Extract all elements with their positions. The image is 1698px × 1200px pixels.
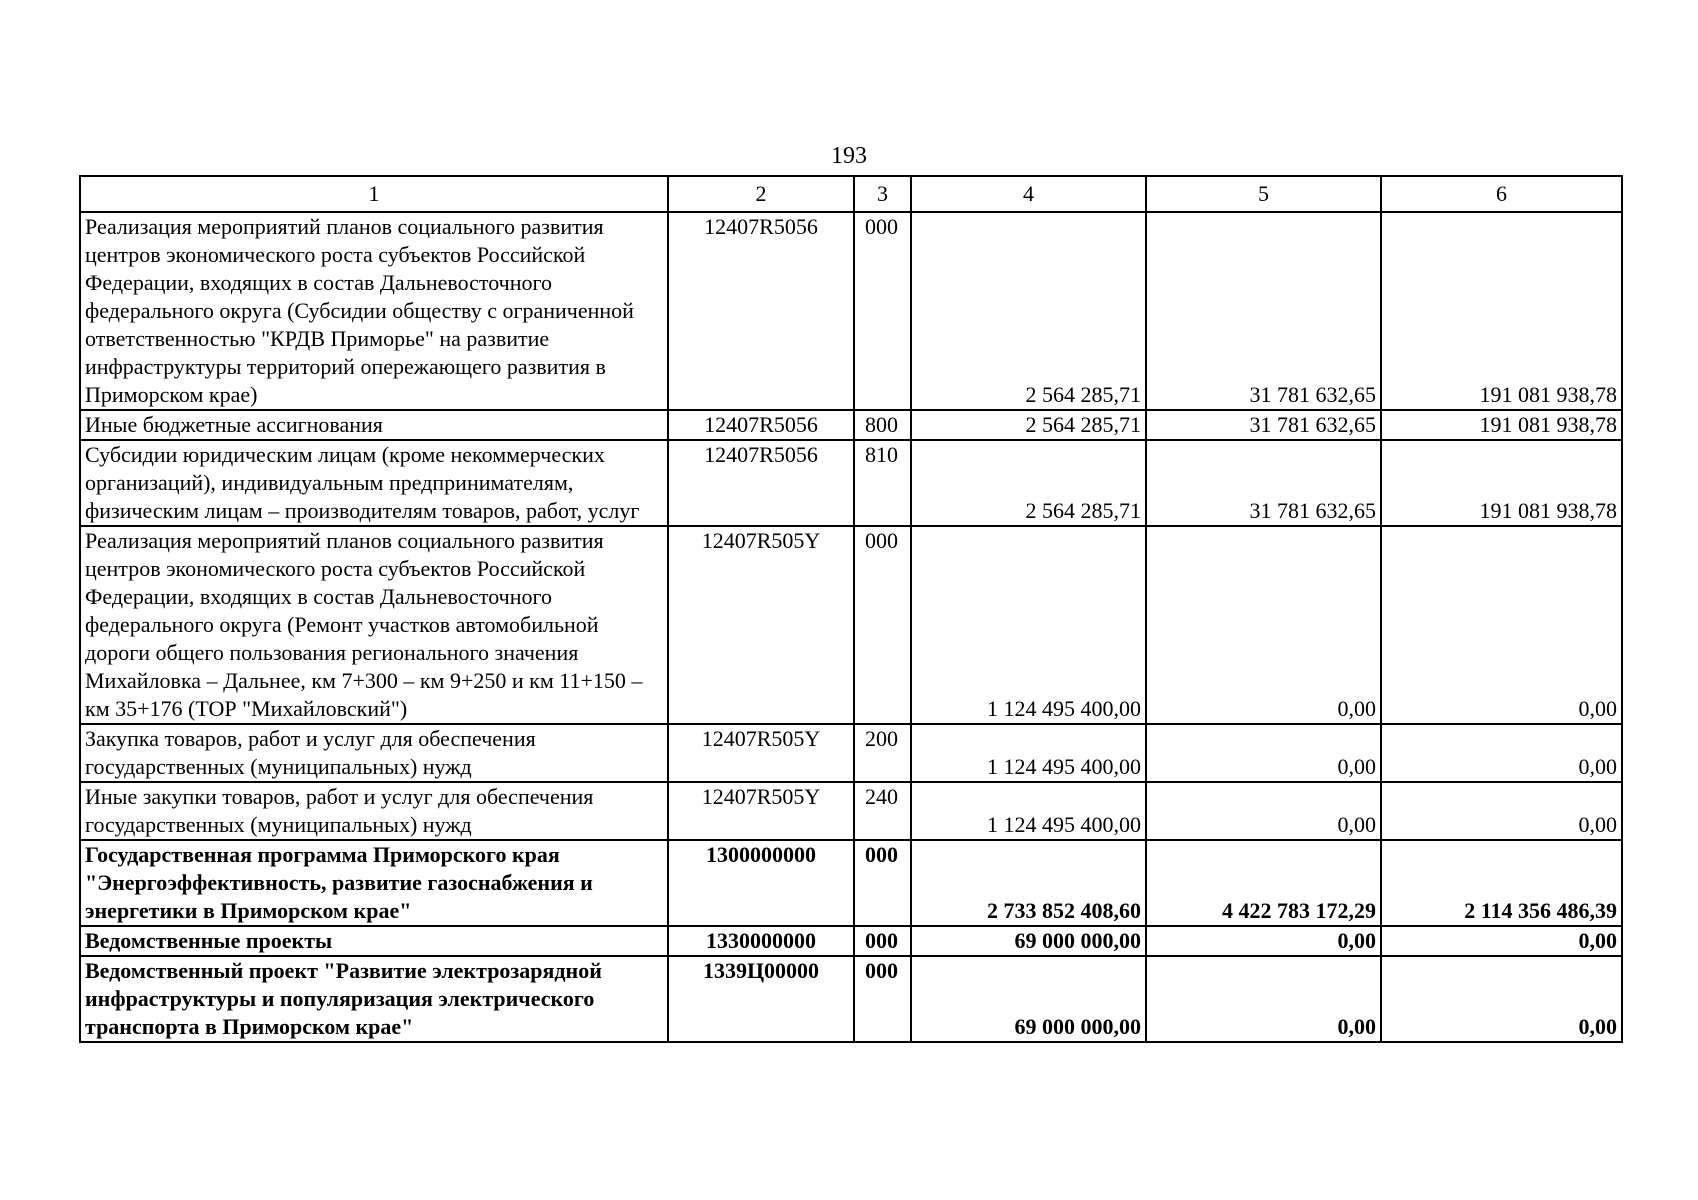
column-header-vr: 3: [854, 176, 911, 212]
row-code-cell: 12407R5056: [668, 410, 854, 440]
table-row: [80, 440, 1622, 526]
row-amount-5-cell: 31 781 632,65: [1146, 440, 1381, 526]
row-amount-4-cell: 1 124 495 400,00: [911, 526, 1146, 724]
table-row: [80, 212, 1622, 410]
row-name-cell: Ведомственные проекты: [80, 926, 668, 956]
row-amount-4-cell: 1 124 495 400,00: [911, 782, 1146, 840]
column-header-code: 2: [668, 176, 854, 212]
table-row: [80, 410, 1622, 440]
row-amount-5-cell: 0,00: [1146, 926, 1381, 956]
table-row: [80, 782, 1622, 840]
row-vr-cell: 000: [854, 956, 911, 1042]
row-amount-6-cell: 191 081 938,78: [1381, 440, 1622, 526]
row-vr-cell: 810: [854, 440, 911, 526]
table-row: [80, 526, 1622, 724]
row-amount-5-cell: 0,00: [1146, 724, 1381, 782]
row-amount-6-cell: 0,00: [1381, 926, 1622, 956]
row-amount-4-cell: 69 000 000,00: [911, 926, 1146, 956]
row-vr-cell: 800: [854, 410, 911, 440]
column-header-amount-4: 4: [911, 176, 1146, 212]
row-amount-4-cell: 69 000 000,00: [911, 956, 1146, 1042]
row-name-cell: Ведомственный проект "Развитие электрозарядной инфраструктуры и популяризация электрического транспорта в Приморском крае": [80, 956, 668, 1042]
row-amount-5-cell: 4 422 783 172,29: [1146, 840, 1381, 926]
row-name-cell: Реализация мероприятий планов социального развития центров экономического роста субъектов Российской Федерации, входящих в состав Дальневосточного федерального округа (Ремонт участков автомобильной дороги общего пользования регионального значения Михайловка – Дальнее, км 7+300 – км 9+250 и км 11+150 – км 35+176 (ТОР "Михайловский"): [80, 526, 668, 724]
row-amount-6-cell: 191 081 938,78: [1381, 410, 1622, 440]
row-code-cell: 12407R5056: [668, 212, 854, 410]
row-name-cell: Реализация мероприятий планов социального развития центров экономического роста субъектов Российской Федерации, входящих в состав Дальневосточного федерального округа (Субсидии обществу с ограниченной ответственностью "КРДВ Приморье" на развитие инфраструктуры территорий опережающего развития в Приморском крае): [80, 212, 668, 410]
column-header-amount-5: 5: [1146, 176, 1381, 212]
column-header-amount-6: 6: [1381, 176, 1622, 212]
row-name-cell: Субсидии юридическим лицам (кроме некоммерческих организаций), индивидуальным предпринимателям, физическим лицам – производителям товаров, работ, услуг: [80, 440, 668, 526]
row-name-cell: Иные бюджетные ассигнования: [80, 410, 668, 440]
row-code-cell: 1339Ц00000: [668, 956, 854, 1042]
row-code-cell: 12407R505Y: [668, 782, 854, 840]
row-code-cell: 1330000000: [668, 926, 854, 956]
row-amount-4-cell: 2 733 852 408,60: [911, 840, 1146, 926]
row-amount-6-cell: 0,00: [1381, 724, 1622, 782]
row-name-cell: Закупка товаров, работ и услуг для обеспечения государственных (муниципальных) нужд: [80, 724, 668, 782]
table-row: [80, 840, 1622, 926]
row-name-cell: Государственная программа Приморского края "Энергоэффективность, развитие газоснабжения и энергетики в Приморском крае": [80, 840, 668, 926]
row-vr-cell: 000: [854, 212, 911, 410]
row-amount-6-cell: 2 114 356 486,39: [1381, 840, 1622, 926]
row-amount-5-cell: 0,00: [1146, 526, 1381, 724]
column-header-name: 1: [80, 176, 668, 212]
row-code-cell: 12407R505Y: [668, 526, 854, 724]
row-vr-cell: 000: [854, 526, 911, 724]
row-amount-4-cell: 2 564 285,71: [911, 410, 1146, 440]
row-code-cell: 1300000000: [668, 840, 854, 926]
row-amount-6-cell: 0,00: [1381, 956, 1622, 1042]
row-amount-4-cell: 2 564 285,71: [911, 212, 1146, 410]
page-number: 193: [831, 143, 867, 169]
row-amount-5-cell: 0,00: [1146, 782, 1381, 840]
row-vr-cell: 000: [854, 840, 911, 926]
row-vr-cell: 000: [854, 926, 911, 956]
row-amount-4-cell: 1 124 495 400,00: [911, 724, 1146, 782]
row-amount-4-cell: 2 564 285,71: [911, 440, 1146, 526]
row-vr-cell: 200: [854, 724, 911, 782]
row-code-cell: 12407R505Y: [668, 724, 854, 782]
row-amount-6-cell: 0,00: [1381, 526, 1622, 724]
row-amount-6-cell: 0,00: [1381, 782, 1622, 840]
row-code-cell: 12407R5056: [668, 440, 854, 526]
row-amount-6-cell: 191 081 938,78: [1381, 212, 1622, 410]
budget-table: [79, 175, 1623, 1043]
row-name-cell: Иные закупки товаров, работ и услуг для обеспечения государственных (муниципальных) нужд: [80, 782, 668, 840]
row-amount-5-cell: 31 781 632,65: [1146, 410, 1381, 440]
table-row: [80, 926, 1622, 956]
table-header-row: [80, 176, 1622, 212]
row-amount-5-cell: 0,00: [1146, 956, 1381, 1042]
table-row: [80, 956, 1622, 1042]
row-amount-5-cell: 31 781 632,65: [1146, 212, 1381, 410]
row-vr-cell: 240: [854, 782, 911, 840]
table-row: [80, 724, 1622, 782]
